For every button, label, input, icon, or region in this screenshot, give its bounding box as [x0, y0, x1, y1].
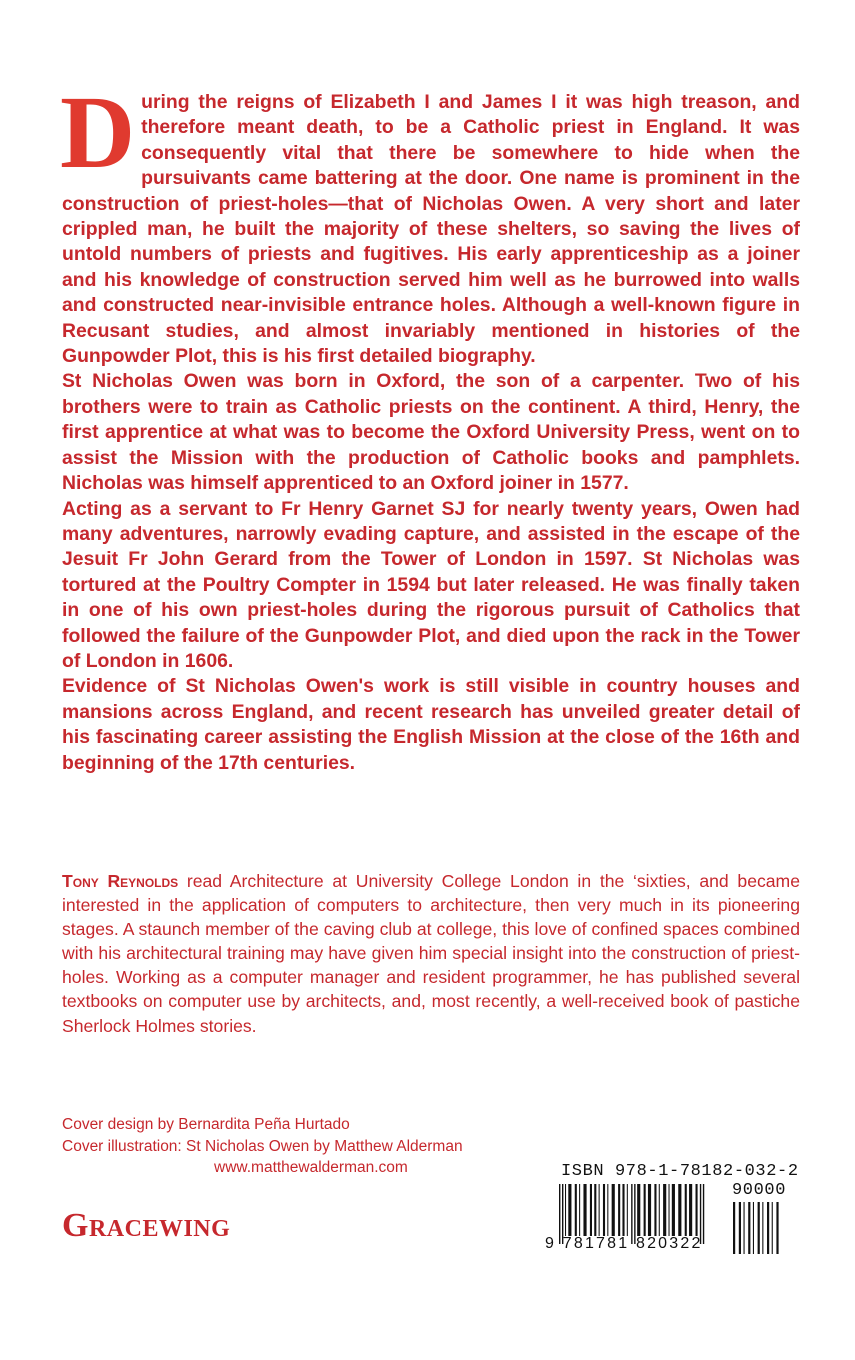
barcode-bar [767, 1202, 769, 1254]
barcode-bar [669, 1184, 670, 1236]
barcode-bar [654, 1184, 656, 1236]
author-bio [62, 869, 800, 1038]
barcode-bar [583, 1184, 586, 1236]
barcode-bar [703, 1184, 704, 1244]
cover-credits [62, 1114, 463, 1179]
barcode-digits: 9 781781 820322 [545, 1235, 703, 1252]
barcode-bar [637, 1184, 640, 1236]
barcode-bar [612, 1184, 615, 1236]
illustrator-website: www.matthewalderman.com [214, 1159, 408, 1176]
barcode-bar [575, 1184, 577, 1236]
barcode-bar [618, 1184, 620, 1236]
barcode-bar [739, 1202, 741, 1254]
barcode-bar [603, 1184, 605, 1236]
barcode-bar [758, 1202, 760, 1254]
isbn-barcode [537, 1160, 799, 1258]
barcode-bar [689, 1184, 692, 1236]
barcode-bar [772, 1202, 773, 1254]
publisher-logo: Gracewing [62, 1207, 231, 1244]
blurb-paragraph-1 [60, 75, 800, 369]
blurb-paragraph-4: Evidence of St Nicholas Owen's work is still visible in country houses and mansions across England, and recent research has unveiled greater detail of his fascinating career assisting the English Mission at the close of the 16th and beginning of the 17th centuries. [62, 675, 800, 774]
blurb-paragraph-3: Acting as a servant to Fr Henry Garnet SJ for nearly twenty years, Owen had many adventures, narrowly evading capture, and assisted in the escape of the Jesuit Fr John Gerard from the Tower of London in 1597. St Nicholas was tortured at the Poultry Compter in 1594 but later released. He was finally taken in one of his own priest-holes during the rigorous pursuit of Catholics that followed the failure of the Gunpowder Plot, and died upon the rack in the Tower of London in 1606. [62, 497, 800, 672]
barcode-bar [590, 1184, 592, 1236]
cover-illustration-credit: Cover illustration: St Nicholas Owen by Matthew Alderman [62, 1137, 463, 1155]
barcode-bar [678, 1184, 681, 1236]
barcode-bar [594, 1184, 596, 1236]
drop-cap: D [60, 75, 136, 190]
barcode-bar [748, 1202, 750, 1254]
author-name: Tony Reynolds [62, 871, 179, 891]
barcode-bar [627, 1184, 628, 1236]
barcode-bar [659, 1184, 660, 1236]
barcode-bar [648, 1184, 651, 1236]
barcode-bar [622, 1184, 624, 1236]
price-addon-label: 90000 [732, 1181, 787, 1200]
barcode-bar [568, 1184, 571, 1236]
cover-design-credit: Cover design by Bernardita Peña Hurtado [62, 1116, 350, 1133]
barcode-bar [607, 1184, 608, 1236]
back-cover-blurb [60, 75, 800, 776]
barcode-bar [672, 1184, 675, 1236]
blurb-paragraph-1-text: uring the reigns of Elizabeth I and James I it was high treason, and therefore meant death, to be a Catholic priest in England. It was consequently vital that there be somewhere to hide when the pursuivants came battering at the door. One name is prominent in the construction of priest-holes—that of Nicholas Owen. A very short and later crippled man, he built the majority of these shelters, so saving the lives of untold numbers of priests and fugitives. His early apprenticeship as a joiner and his knowledge of construction served him well as he burrowed into walls and constructed near-invisible entrance holes. Although a well-known figure in Recusant studies, and almost invariably mentioned in histories of the Gunpowder Plot, this is his first detailed biography. [62, 91, 800, 368]
barcode-bar [685, 1184, 687, 1236]
blurb-paragraph-2: St Nicholas Owen was born in Oxford, the son of a carpenter. Two of his brothers were to train as Catholic priests on the continent. A third, Henry, the first apprentice at what was to become the Oxford University Press, went on to assist the Mission with the production of Catholic books and pamphlets. Nicholas was himself apprenticed to an Oxford joiner in 1577. [62, 370, 800, 495]
barcode-bar [579, 1184, 580, 1236]
barcode-bar [663, 1184, 666, 1236]
barcode-bar [762, 1202, 763, 1254]
isbn-label: ISBN 978-1-78182-032-2 [561, 1162, 799, 1181]
barcode-bar [599, 1184, 600, 1236]
barcode-bar [565, 1184, 566, 1236]
author-bio-text: read Architecture at University College London in the ‘sixties, and became interested in the application of computers to architecture, then very much in its pioneering stages. A staunch member of the caving club at college, this love of confined spaces combined with his architectural training may have given him special insight into the construction of priest-holes. Working as a computer manager and resident programmer, he has published several textbooks on computer use by architects, and, most recently, a well-received book of pastiche Sherlock Holmes stories. [62, 871, 800, 1036]
barcode-bar [776, 1202, 778, 1254]
barcode-bar [733, 1202, 735, 1254]
barcode-bar [744, 1202, 745, 1254]
barcode-bar [644, 1184, 646, 1236]
barcode-bar [753, 1202, 754, 1254]
barcode-bar [696, 1184, 698, 1236]
